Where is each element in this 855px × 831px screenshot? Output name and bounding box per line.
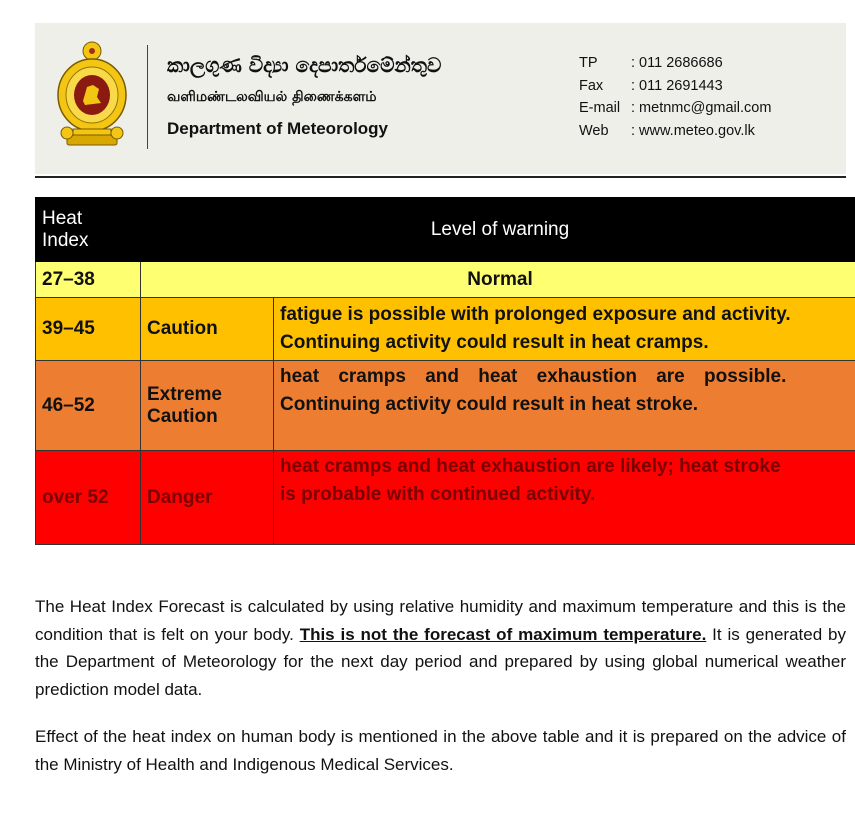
contact-fax: Fax : 011 2691443: [579, 77, 723, 94]
level-cell: Danger: [141, 451, 274, 545]
table-row-danger: [36, 451, 855, 545]
explanation-paragraph: The Heat Index Forecast is calculated by using relative humidity and maximum temperature and this is the condition that is felt on your body. This is not the forecast of maximum temperature. It is generated by the Department of Meteorology for the next day period and prepared by using global numerical weather prediction model data.: [35, 597, 846, 699]
maximum-temperature-note: This is not the forecast of maximum temperature.: [299, 624, 707, 644]
table-row-caution: [36, 298, 855, 361]
heat-index-table: [35, 197, 855, 545]
department-name-english: Department of Meteorology: [167, 119, 389, 138]
description-cell: fatigue is possible with prolonged exposure and activity. Continuing activity could result in heat cramps.: [274, 298, 855, 361]
range-cell: 27–38: [36, 262, 141, 298]
header-heat-index: Heat Index: [36, 198, 141, 262]
letterhead: [35, 23, 846, 174]
contact-block: [579, 52, 771, 142]
level-cell: Normal: [141, 262, 855, 298]
contact-email: E-mail : metnmc@gmail.com: [579, 100, 772, 116]
range-cell: 46–52: [36, 361, 141, 451]
table-row-normal: [36, 262, 855, 298]
header-level-of-warning: Level of warning: [141, 198, 855, 262]
level-cell: Caution: [141, 298, 274, 361]
department-name-sinhala: කාලගුණ විද්‍යා දෙපාර්තමේන්තුව: [167, 53, 442, 77]
contact-web: Web : www.meteo.gov.lk: [579, 122, 755, 139]
header-divider: [147, 45, 148, 149]
department-name-tamil: வளிமண்டலவியல் திணைக்களம்: [167, 89, 377, 105]
table-header-row: [36, 198, 855, 262]
contact-tp: TP : 011 2686686: [579, 55, 723, 71]
sri-lanka-emblem-icon: [53, 39, 131, 149]
table-row-extreme-caution: [36, 361, 855, 451]
range-cell: 39–45: [36, 298, 141, 361]
level-cell: Extreme Caution: [141, 361, 274, 451]
range-cell: over 52: [36, 451, 141, 545]
header-rule: [35, 176, 846, 178]
description-cell: heat cramps and heat exhaustion are likely; heat stroke is probable with continued activity.: [274, 451, 855, 545]
effect-paragraph: Effect of the heat index on human body is mentioned in the above table and it is prepared on the advice of the Ministry of Health and Indigenous Medical Services.: [35, 727, 846, 774]
description-cell: heat cramps and heat exhaustion are possible. Continuing activity could result in heat stroke.: [274, 361, 855, 451]
